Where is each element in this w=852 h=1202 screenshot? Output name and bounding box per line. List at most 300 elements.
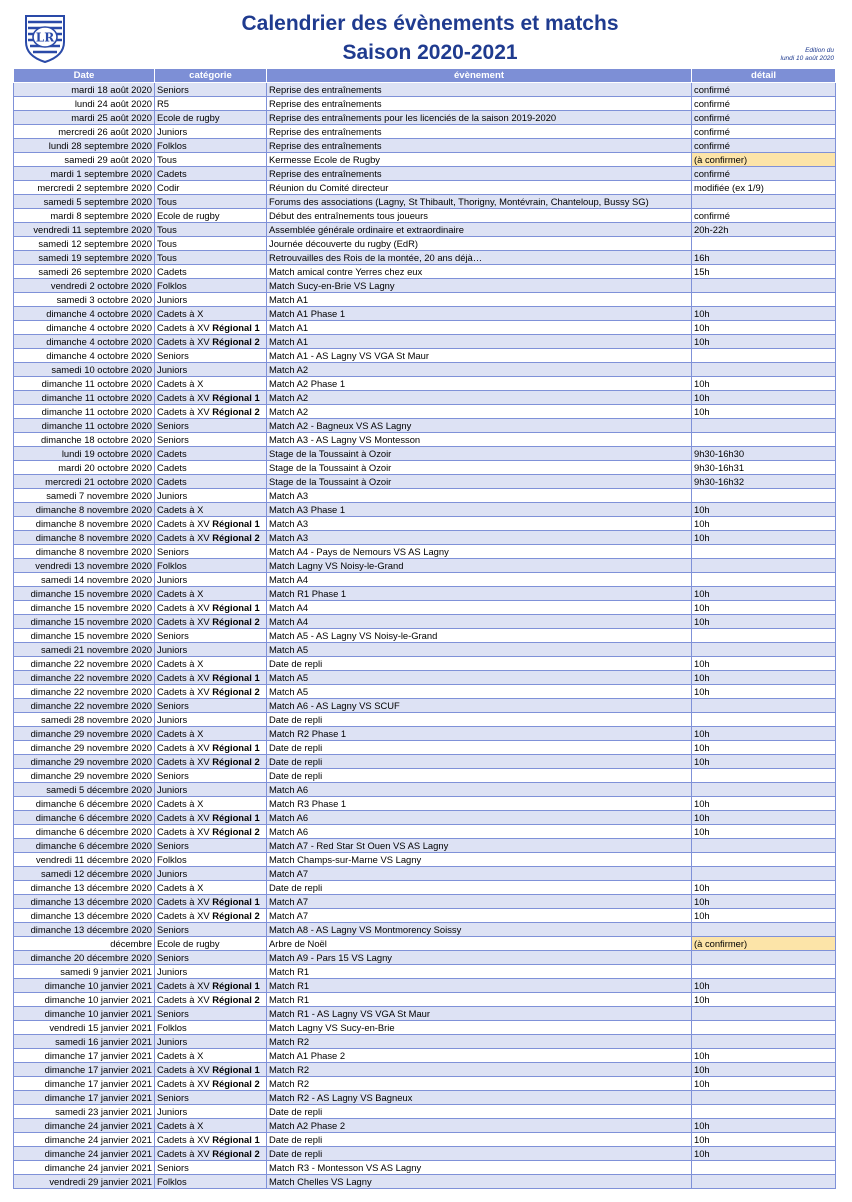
cell-date: dimanche 6 décembre 2020 bbox=[14, 797, 155, 811]
cell-date: lundi 28 septembre 2020 bbox=[14, 139, 155, 153]
table-row bbox=[14, 83, 836, 97]
category-label: Cadets à X bbox=[157, 377, 204, 389]
table-row bbox=[14, 293, 836, 307]
cell-date: dimanche 22 novembre 2020 bbox=[14, 685, 155, 699]
cell-date: dimanche 4 octobre 2020 bbox=[14, 349, 155, 363]
cell-detail: 10h bbox=[692, 909, 836, 923]
cell-date: dimanche 15 novembre 2020 bbox=[14, 601, 155, 615]
cell-category bbox=[155, 811, 267, 825]
category-label: Cadets à XV bbox=[157, 755, 210, 767]
cell-event: Match A3 Phase 1 bbox=[267, 503, 692, 517]
cell-event: Date de repli bbox=[267, 1133, 692, 1147]
table-row bbox=[14, 433, 836, 447]
table-row bbox=[14, 769, 836, 783]
table-row bbox=[14, 405, 836, 419]
table-row bbox=[14, 951, 836, 965]
category-label: Juniors bbox=[157, 489, 188, 501]
table-row bbox=[14, 97, 836, 111]
table-row bbox=[14, 867, 836, 881]
category-label: Cadets bbox=[157, 167, 187, 179]
table-row bbox=[14, 979, 836, 993]
cell-event: Date de repli bbox=[267, 1147, 692, 1161]
cell-detail: 10h bbox=[692, 1049, 836, 1063]
cell-event: Match A2 Phase 1 bbox=[267, 377, 692, 391]
table-row bbox=[14, 1119, 836, 1133]
category-label: Juniors bbox=[157, 1035, 188, 1047]
cell-event: Forums des associations (Lagny, St Thibault, Thorigny, Montévrain, Chanteloup, Bussy SG) bbox=[267, 195, 692, 209]
cell-event: Match A7 bbox=[267, 867, 692, 881]
cell-detail: (à confirmer) bbox=[692, 937, 836, 951]
cell-date: dimanche 4 octobre 2020 bbox=[14, 307, 155, 321]
cell-date: dimanche 22 novembre 2020 bbox=[14, 657, 155, 671]
cell-detail: confirmé bbox=[692, 209, 836, 223]
cell-date: vendredi 2 octobre 2020 bbox=[14, 279, 155, 293]
cell-category bbox=[155, 545, 267, 559]
cell-detail bbox=[692, 1021, 836, 1035]
cell-date: samedi 5 décembre 2020 bbox=[14, 783, 155, 797]
cell-category bbox=[155, 209, 267, 223]
category-label: Cadets à X bbox=[157, 727, 204, 739]
cell-event: Match R1 bbox=[267, 979, 692, 993]
cell-category bbox=[155, 909, 267, 923]
cell-detail: 16h bbox=[692, 251, 836, 265]
table-row bbox=[14, 1105, 836, 1119]
cell-category bbox=[155, 769, 267, 783]
cell-date: mardi 8 septembre 2020 bbox=[14, 209, 155, 223]
category-label: Juniors bbox=[157, 125, 188, 137]
cell-event: Match Lagny VS Sucy-en-Brie bbox=[267, 1021, 692, 1035]
category-label: Folklos bbox=[157, 279, 187, 291]
table-row bbox=[14, 895, 836, 909]
cell-detail bbox=[692, 643, 836, 657]
category-label: Folklos bbox=[157, 559, 187, 571]
category-label: Cadets à XV bbox=[157, 1133, 210, 1145]
category-label: Cadets à XV bbox=[157, 993, 210, 1005]
cell-detail bbox=[692, 783, 836, 797]
cell-detail: 10h bbox=[692, 587, 836, 601]
cell-event: Match R1 Phase 1 bbox=[267, 587, 692, 601]
category-label: Cadets à XV bbox=[157, 1063, 210, 1075]
cell-category bbox=[155, 699, 267, 713]
season-subtitle: Saison 2020-2021 bbox=[342, 41, 518, 64]
category-label: Cadets à XV bbox=[157, 601, 210, 613]
cell-category bbox=[155, 1035, 267, 1049]
cell-category bbox=[155, 741, 267, 755]
cell-category bbox=[155, 83, 267, 97]
cell-date: dimanche 8 novembre 2020 bbox=[14, 517, 155, 531]
cell-event: Match R2 - AS Lagny VS Bagneux bbox=[267, 1091, 692, 1105]
cell-detail: 10h bbox=[692, 741, 836, 755]
logo-initials: LR bbox=[35, 30, 55, 45]
category-label: Tous bbox=[157, 237, 177, 249]
cell-date: dimanche 8 novembre 2020 bbox=[14, 503, 155, 517]
cell-detail: 10h bbox=[692, 671, 836, 685]
category-label: Ecole de rugby bbox=[157, 209, 220, 221]
cell-date: samedi 12 décembre 2020 bbox=[14, 867, 155, 881]
cell-date: vendredi 29 janvier 2021 bbox=[14, 1175, 155, 1189]
cell-date: dimanche 13 décembre 2020 bbox=[14, 923, 155, 937]
cell-date: mercredi 26 août 2020 bbox=[14, 125, 155, 139]
edition-date: lundi 10 août 2020 bbox=[780, 55, 834, 62]
table-row bbox=[14, 643, 836, 657]
cell-category bbox=[155, 125, 267, 139]
table-row bbox=[14, 741, 836, 755]
category-level: Régional 1 bbox=[212, 601, 260, 613]
table-row bbox=[14, 111, 836, 125]
cell-category bbox=[155, 797, 267, 811]
cell-date: lundi 24 août 2020 bbox=[14, 97, 155, 111]
table-row bbox=[14, 965, 836, 979]
category-label: Juniors bbox=[157, 293, 188, 305]
table-row bbox=[14, 559, 836, 573]
table-row bbox=[14, 531, 836, 545]
cell-date: samedi 19 septembre 2020 bbox=[14, 251, 155, 265]
cell-category bbox=[155, 783, 267, 797]
cell-date: dimanche 10 janvier 2021 bbox=[14, 993, 155, 1007]
cell-date: dimanche 11 octobre 2020 bbox=[14, 377, 155, 391]
table-row bbox=[14, 1175, 836, 1189]
cell-detail bbox=[692, 867, 836, 881]
table-row bbox=[14, 615, 836, 629]
category-label: Cadets bbox=[157, 265, 187, 277]
table-row bbox=[14, 349, 836, 363]
cell-detail: 20h-22h bbox=[692, 223, 836, 237]
cell-event: Reprise des entraînements bbox=[267, 83, 692, 97]
cell-event: Match R2 bbox=[267, 1077, 692, 1091]
category-level: Régional 2 bbox=[212, 993, 260, 1005]
cell-date: samedi 16 janvier 2021 bbox=[14, 1035, 155, 1049]
cell-detail: 10h bbox=[692, 503, 836, 517]
cell-detail bbox=[692, 489, 836, 503]
cell-category bbox=[155, 1175, 267, 1189]
cell-category bbox=[155, 433, 267, 447]
category-label: Juniors bbox=[157, 867, 188, 879]
cell-detail: 10h bbox=[692, 811, 836, 825]
category-label: Tous bbox=[157, 195, 177, 207]
table-row bbox=[14, 909, 836, 923]
cell-event: Match A3 - AS Lagny VS Montesson bbox=[267, 433, 692, 447]
cell-category bbox=[155, 461, 267, 475]
cell-date: samedi 14 novembre 2020 bbox=[14, 573, 155, 587]
table-row bbox=[14, 139, 836, 153]
column-header-category: catégorie bbox=[155, 69, 267, 83]
table-row bbox=[14, 1077, 836, 1091]
category-label: Tous bbox=[157, 223, 177, 235]
cell-event: Match A1 Phase 1 bbox=[267, 307, 692, 321]
cell-event: Match A5 - AS Lagny VS Noisy-le-Grand bbox=[267, 629, 692, 643]
cell-detail: 9h30-16h32 bbox=[692, 475, 836, 489]
category-label: Seniors bbox=[157, 951, 189, 963]
cell-detail bbox=[692, 349, 836, 363]
cell-detail: 10h bbox=[692, 405, 836, 419]
cell-detail: 10h bbox=[692, 993, 836, 1007]
cell-date: samedi 10 octobre 2020 bbox=[14, 363, 155, 377]
cell-category bbox=[155, 1133, 267, 1147]
category-label: Folklos bbox=[157, 1021, 187, 1033]
cell-event: Match A5 bbox=[267, 685, 692, 699]
cell-category bbox=[155, 321, 267, 335]
table-row bbox=[14, 335, 836, 349]
table-row bbox=[14, 699, 836, 713]
cell-date: samedi 12 septembre 2020 bbox=[14, 237, 155, 251]
cell-category bbox=[155, 629, 267, 643]
cell-detail bbox=[692, 853, 836, 867]
cell-date: dimanche 10 janvier 2021 bbox=[14, 979, 155, 993]
table-row bbox=[14, 1035, 836, 1049]
cell-category bbox=[155, 97, 267, 111]
cell-event: Match A3 bbox=[267, 517, 692, 531]
cell-event: Match Lagny VS Noisy-le-Grand bbox=[267, 559, 692, 573]
cell-category bbox=[155, 293, 267, 307]
cell-event: Date de repli bbox=[267, 713, 692, 727]
category-level: Régional 1 bbox=[212, 391, 260, 403]
category-label: Cadets à XV bbox=[157, 405, 210, 417]
cell-detail: 10h bbox=[692, 1119, 836, 1133]
table-row bbox=[14, 279, 836, 293]
table-row bbox=[14, 923, 836, 937]
cell-date: dimanche 15 novembre 2020 bbox=[14, 615, 155, 629]
cell-event: Retrouvailles des Rois de la montée, 20 ans déjà… bbox=[267, 251, 692, 265]
cell-event: Match A6 bbox=[267, 811, 692, 825]
cell-date: samedi 28 novembre 2020 bbox=[14, 713, 155, 727]
cell-detail: confirmé bbox=[692, 139, 836, 153]
cell-date: dimanche 13 décembre 2020 bbox=[14, 881, 155, 895]
cell-category bbox=[155, 349, 267, 363]
category-label: Cadets à XV bbox=[157, 685, 210, 697]
cell-detail bbox=[692, 951, 836, 965]
cell-detail bbox=[692, 237, 836, 251]
cell-category bbox=[155, 195, 267, 209]
cell-event: Match A7 bbox=[267, 909, 692, 923]
category-label: Cadets à XV bbox=[157, 671, 210, 683]
category-label: Juniors bbox=[157, 1105, 188, 1117]
category-label: Seniors bbox=[157, 1007, 189, 1019]
cell-category bbox=[155, 1021, 267, 1035]
cell-category bbox=[155, 979, 267, 993]
category-label: Cadets à XV bbox=[157, 531, 210, 543]
cell-date: dimanche 6 décembre 2020 bbox=[14, 839, 155, 853]
cell-date: dimanche 29 novembre 2020 bbox=[14, 755, 155, 769]
cell-date: dimanche 6 décembre 2020 bbox=[14, 825, 155, 839]
cell-date: mercredi 21 octobre 2020 bbox=[14, 475, 155, 489]
cell-event: Match A4 bbox=[267, 601, 692, 615]
category-label: Juniors bbox=[157, 363, 188, 375]
table-row bbox=[14, 1049, 836, 1063]
table-row bbox=[14, 727, 836, 741]
cell-event: Match R3 Phase 1 bbox=[267, 797, 692, 811]
cell-detail: 10h bbox=[692, 321, 836, 335]
cell-event: Match A4 - Pays de Nemours VS AS Lagny bbox=[267, 545, 692, 559]
category-label: Cadets à XV bbox=[157, 909, 210, 921]
table-row bbox=[14, 629, 836, 643]
cell-event: Date de repli bbox=[267, 755, 692, 769]
cell-event: Arbre de Noël bbox=[267, 937, 692, 951]
category-label: Juniors bbox=[157, 713, 188, 725]
cell-category bbox=[155, 489, 267, 503]
table-row bbox=[14, 671, 836, 685]
table-row bbox=[14, 447, 836, 461]
cell-detail: (à confirmer) bbox=[692, 153, 836, 167]
cell-category bbox=[155, 447, 267, 461]
category-label: Seniors bbox=[157, 419, 189, 431]
cell-category bbox=[155, 601, 267, 615]
table-row bbox=[14, 167, 836, 181]
cell-date: dimanche 15 novembre 2020 bbox=[14, 587, 155, 601]
table-row bbox=[14, 181, 836, 195]
cell-event: Match A1 bbox=[267, 321, 692, 335]
cell-detail bbox=[692, 769, 836, 783]
cell-date: dimanche 4 octobre 2020 bbox=[14, 321, 155, 335]
cell-detail bbox=[692, 923, 836, 937]
cell-date: mercredi 2 septembre 2020 bbox=[14, 181, 155, 195]
cell-date: dimanche 29 novembre 2020 bbox=[14, 741, 155, 755]
cell-category bbox=[155, 853, 267, 867]
cell-date: samedi 23 janvier 2021 bbox=[14, 1105, 155, 1119]
cell-category bbox=[155, 825, 267, 839]
cell-date: mardi 20 octobre 2020 bbox=[14, 461, 155, 475]
cell-category bbox=[155, 153, 267, 167]
cell-date: dimanche 11 octobre 2020 bbox=[14, 391, 155, 405]
club-logo bbox=[22, 12, 68, 64]
cell-event: Stage de la Toussaint à Ozoir bbox=[267, 461, 692, 475]
cell-category bbox=[155, 839, 267, 853]
table-row bbox=[14, 489, 836, 503]
cell-category bbox=[155, 895, 267, 909]
cell-category bbox=[155, 573, 267, 587]
cell-detail bbox=[692, 629, 836, 643]
cell-event: Match Chelles VS Lagny bbox=[267, 1175, 692, 1189]
cell-category bbox=[155, 111, 267, 125]
category-label: Seniors bbox=[157, 769, 189, 781]
table-row bbox=[14, 223, 836, 237]
category-label: Codir bbox=[157, 181, 180, 193]
cell-date: dimanche 20 décembre 2020 bbox=[14, 951, 155, 965]
cell-detail bbox=[692, 1035, 836, 1049]
cell-date: vendredi 11 décembre 2020 bbox=[14, 853, 155, 867]
table-row bbox=[14, 685, 836, 699]
cell-event: Réunion du Comité directeur bbox=[267, 181, 692, 195]
category-label: Cadets à X bbox=[157, 1049, 204, 1061]
edition-note bbox=[781, 47, 835, 63]
table-row bbox=[14, 517, 836, 531]
table-row bbox=[14, 839, 836, 853]
cell-event: Match A9 - Pars 15 VS Lagny bbox=[267, 951, 692, 965]
cell-category bbox=[155, 993, 267, 1007]
category-label: Seniors bbox=[157, 349, 189, 361]
category-label: Juniors bbox=[157, 643, 188, 655]
cell-category bbox=[155, 1049, 267, 1063]
category-label: Cadets à XV bbox=[157, 825, 210, 837]
table-row bbox=[14, 993, 836, 1007]
category-label: Cadets à XV bbox=[157, 895, 210, 907]
cell-category bbox=[155, 1063, 267, 1077]
cell-date: dimanche 24 janvier 2021 bbox=[14, 1161, 155, 1175]
cell-date: vendredi 13 novembre 2020 bbox=[14, 559, 155, 573]
cell-category bbox=[155, 251, 267, 265]
table-row bbox=[14, 797, 836, 811]
cell-category bbox=[155, 1077, 267, 1091]
cell-date: dimanche 4 octobre 2020 bbox=[14, 335, 155, 349]
category-label: Juniors bbox=[157, 573, 188, 585]
category-level: Régional 1 bbox=[212, 811, 260, 823]
cell-detail bbox=[692, 839, 836, 853]
table-row bbox=[14, 265, 836, 279]
table-row bbox=[14, 657, 836, 671]
cell-event: Match A1 - AS Lagny VS VGA St Maur bbox=[267, 349, 692, 363]
table-row bbox=[14, 237, 836, 251]
cell-detail bbox=[692, 1091, 836, 1105]
cell-category bbox=[155, 223, 267, 237]
cell-detail: 10h bbox=[692, 1077, 836, 1091]
cell-event: Match R1 bbox=[267, 993, 692, 1007]
cell-category bbox=[155, 405, 267, 419]
category-label: Cadets à X bbox=[157, 797, 204, 809]
cell-date: samedi 7 novembre 2020 bbox=[14, 489, 155, 503]
table-row bbox=[14, 321, 836, 335]
category-label: Cadets à XV bbox=[157, 391, 210, 403]
table-row bbox=[14, 209, 836, 223]
cell-detail bbox=[692, 713, 836, 727]
cell-date: mardi 1 septembre 2020 bbox=[14, 167, 155, 181]
category-label: Tous bbox=[157, 251, 177, 263]
table-row bbox=[14, 1161, 836, 1175]
cell-detail: 10h bbox=[692, 755, 836, 769]
cell-event: Match R2 Phase 1 bbox=[267, 727, 692, 741]
cell-category bbox=[155, 279, 267, 293]
category-level: Régional 1 bbox=[212, 671, 260, 683]
cell-category bbox=[155, 181, 267, 195]
table-row bbox=[14, 601, 836, 615]
cell-event: Match A2 bbox=[267, 391, 692, 405]
cell-date: dimanche 13 décembre 2020 bbox=[14, 909, 155, 923]
cell-category bbox=[155, 307, 267, 321]
cell-event: Match A8 - AS Lagny VS Montmorency Soissy bbox=[267, 923, 692, 937]
table-row bbox=[14, 587, 836, 601]
cell-detail bbox=[692, 545, 836, 559]
table-row bbox=[14, 419, 836, 433]
cell-category bbox=[155, 587, 267, 601]
cell-category bbox=[155, 727, 267, 741]
column-header-event: évènement bbox=[267, 69, 692, 83]
cell-date: dimanche 15 novembre 2020 bbox=[14, 629, 155, 643]
cell-date: samedi 26 septembre 2020 bbox=[14, 265, 155, 279]
table-row bbox=[14, 1063, 836, 1077]
cell-detail: 10h bbox=[692, 1133, 836, 1147]
table-row bbox=[14, 755, 836, 769]
cell-detail bbox=[692, 279, 836, 293]
cell-category bbox=[155, 167, 267, 181]
column-header-detail: détail bbox=[692, 69, 836, 83]
table-row bbox=[14, 391, 836, 405]
cell-detail: 10h bbox=[692, 1147, 836, 1161]
cell-detail: 10h bbox=[692, 1063, 836, 1077]
category-label: Ecole de rugby bbox=[157, 937, 220, 949]
cell-detail: confirmé bbox=[692, 167, 836, 181]
cell-detail: 10h bbox=[692, 727, 836, 741]
cell-category bbox=[155, 265, 267, 279]
cell-date: dimanche 29 novembre 2020 bbox=[14, 727, 155, 741]
category-label: Folklos bbox=[157, 1175, 187, 1187]
category-level: Régional 2 bbox=[212, 335, 260, 347]
table-row bbox=[14, 545, 836, 559]
cell-detail bbox=[692, 1175, 836, 1189]
category-label: Seniors bbox=[157, 923, 189, 935]
cell-event: Stage de la Toussaint à Ozoir bbox=[267, 475, 692, 489]
category-level: Régional 1 bbox=[212, 1133, 260, 1145]
cell-event: Début des entraînements tous joueurs bbox=[267, 209, 692, 223]
cell-date: samedi 21 novembre 2020 bbox=[14, 643, 155, 657]
category-label: Folklos bbox=[157, 139, 187, 151]
